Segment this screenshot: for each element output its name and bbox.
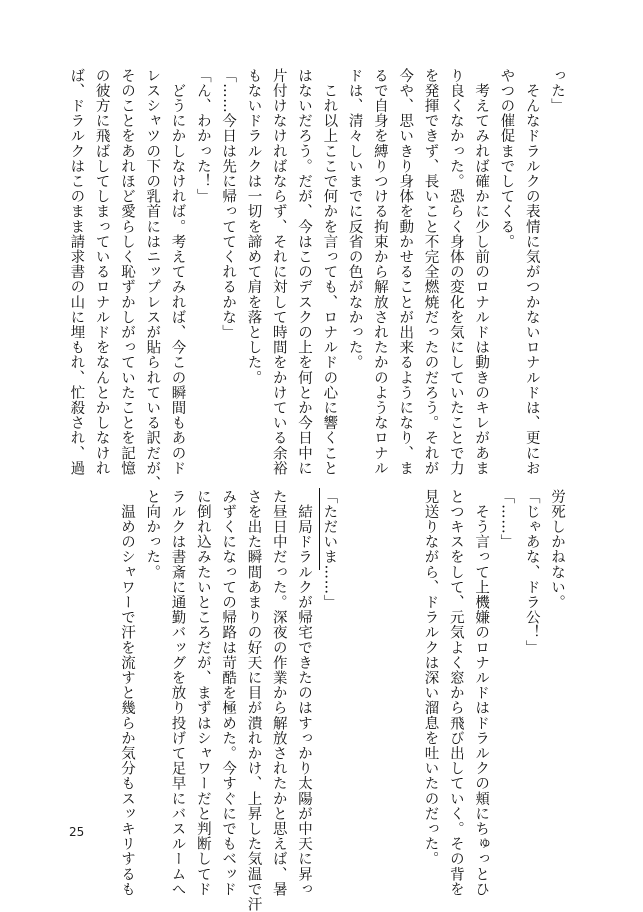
text-line: レスシャツの下の乳首にはニップレスが貼られている訳だが、 <box>144 68 161 491</box>
text-line: 考えてみれば確かに少し前のロナルドは動きのキレがあま <box>473 68 490 476</box>
text-line: そう言って上機嫌のロナルドはドラルクの頬にちゅっとひ <box>473 489 490 897</box>
text-line: これ以上ここで何かを言っても、ロナルドの心に響くこと <box>321 68 338 476</box>
text-line: ドは、清々しいまでに反省の色がなかった。 <box>346 68 363 370</box>
upper-text-block <box>63 68 569 491</box>
text-line: 「ん、わかった！」 <box>194 68 211 204</box>
page-number: 25 <box>69 825 85 839</box>
text-line: に倒れ込みたいところだが、まずはシャワーだと判断してド <box>194 489 211 897</box>
text-line: 今や、思いきり身体を動かせることが出来るようになり、ま <box>397 68 414 476</box>
text-line: 結局ドラルクが帰宅できたのはすっかり太陽が中天に昇っ <box>296 489 313 897</box>
text-line: 「……今日は先に帰っててくれるかな」 <box>220 68 237 340</box>
text-line: 労死しかねない。 <box>549 489 565 610</box>
text-line: るで自身を縛りつける拘束から解放されたかのようなロナル <box>371 68 388 476</box>
text-line: そんなドラルクの表情に気がつかないロナルドは、更にお <box>523 68 540 476</box>
text-line: みずくになっての帰路は苛酷を極めた。今すぐにでもベッド <box>220 489 237 897</box>
text-line: とつキスをして、元気よく窓から飛び出していく。その背を <box>447 489 464 897</box>
text-line: 見送りながら、ドラルクは深い溜息を吐いたのだった。 <box>422 489 439 867</box>
text-line: はないだろう。だが、今はこのデスクの上を何とか今日中に <box>296 68 313 476</box>
text-line: 片付けなければならず、それに対して時間をかけている余裕 <box>270 68 287 476</box>
text-line: 温めのシャワーで汗を流すと幾らか気分もスッキリするも <box>118 489 135 897</box>
text-line: さを出た瞬間あまりの好天に目が潰れかけ、上昇した気温で汗 <box>245 489 262 912</box>
text-line: ば、ドラルクはこのまま請求書の山に埋もれ、忙殺され、過 <box>68 68 85 476</box>
lower-text-block <box>114 489 569 912</box>
text-line: と向かった。 <box>144 489 161 580</box>
text-line: どうにかしなければ。考えてみれば、今この瞬間もあのド <box>169 68 186 476</box>
text-line: った」 <box>549 68 565 114</box>
text-line: やつの催促までしてくる。 <box>498 68 515 250</box>
text-line <box>341 489 366 819</box>
text-line <box>367 489 392 819</box>
text-line: そのことをあれほど愛らしく恥ずかしがっていたことを記憶 <box>118 68 135 476</box>
text-line: り良くなかった。恐らく身体の変化を気にしていたことで力 <box>447 68 464 476</box>
text-line: ラルクは書斎に通勤バッグを放り投げて足早にバスルームへ <box>169 489 186 897</box>
text-line: もないドラルクは一切を諦めて肩を落とした。 <box>245 68 262 386</box>
text-line <box>392 489 417 819</box>
text-line: 「……」 <box>498 489 515 550</box>
text-line: た昼日中だった。深夜の作業から解放されたかと思えば、暑 <box>270 489 287 897</box>
text-line: を発揮できず、長いこと不完全燃焼だったのだろう。それが <box>422 68 439 476</box>
text-line: 「ただいま……」 <box>321 489 338 610</box>
text-line: 「じゃあな、ドラ公！」 <box>523 489 540 656</box>
text-line: の彼方に飛ばしてしまっているロナルドをなんとかしなけれ <box>93 68 110 476</box>
